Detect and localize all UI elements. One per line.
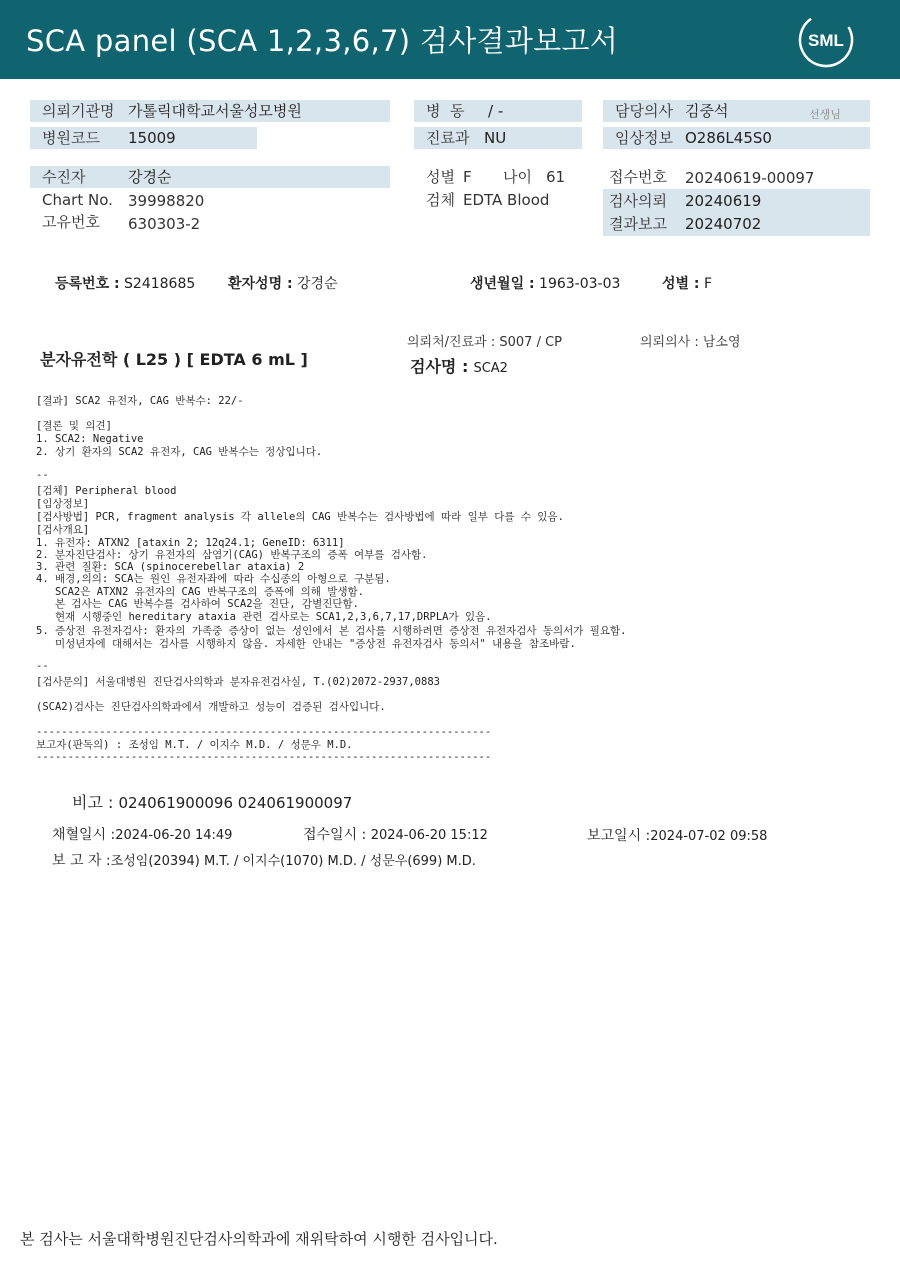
test-name-label: 검사명 : (410, 357, 469, 376)
dept-label: 진료과 (426, 129, 470, 147)
reg-no: 등록번호 : S2418685 (55, 276, 196, 292)
report-line: [검체] Peripheral blood (36, 485, 177, 497)
request-label: 검사의뢰 (609, 192, 667, 210)
patient-row (30, 166, 390, 188)
report-time: 보고일시 :2024-07-02 09:58 (587, 828, 768, 844)
ward-label: 병 동 (426, 102, 465, 120)
clinical-value: O286L45S0 (685, 129, 772, 147)
ward-value: / - (488, 102, 504, 120)
receipt-label: 접수번호 (609, 168, 667, 186)
reporter: 보 고 자 :조성임(20394) M.T. / 이지수(1070) M.D. / 성문우(699) M.D. (52, 853, 476, 869)
doctor-value: 김중석 (685, 102, 729, 120)
age-value: 61 (546, 168, 566, 186)
sml-logo (798, 12, 854, 68)
chart-value: 39998820 (128, 192, 205, 210)
report-line: 미성년자에 대해서는 검사를 시행하지 않음. 자세한 안내는 "증상전 유전자검사 동의서" 내용을 참조바람. (36, 638, 576, 650)
receive-time: 접수일시 : 2024-06-20 15:12 (303, 827, 488, 843)
ward-row (414, 100, 582, 122)
dept-row (414, 127, 582, 149)
report-header (0, 0, 900, 79)
institution-row (30, 100, 390, 122)
report-line: 본 검사는 CAG 반복수를 검사하여 SCA2을 진단, 감별진단함. (36, 598, 359, 610)
hospital-code-row (30, 127, 257, 149)
report-line: [결과] SCA2 유전자, CAG 반복수: 22/- (36, 395, 244, 407)
institution-value: 가톨릭대학교서울성모병원 (128, 102, 302, 120)
report-date-label: 결과보고 (609, 215, 667, 233)
report-line: 2. 상기 환자의 SCA2 유전자, CAG 반복수는 정상입니다. (36, 446, 323, 458)
report-line: [임상정보] (36, 498, 90, 510)
age-label: 나이 (503, 168, 532, 186)
report-line: [검사문의] 서울대병원 진단검사의학과 분자유전검사실, T.(02)2072-2937,0883 (36, 676, 440, 688)
remark: 비고 : 024061900096 024061900097 (72, 793, 353, 812)
report-line: 현재 시행중인 hereditary ataxia 관련 검사로는 SCA1,2,3,6,7,17,DRPLA가 있음. (36, 611, 492, 623)
report-date-value: 20240702 (685, 215, 762, 233)
specimen-value: EDTA Blood (463, 191, 550, 209)
report-line: ------------------------------------------------------------------------ (36, 726, 492, 738)
unique-value: 630303-2 (128, 215, 201, 233)
request-dept: 의뢰처/진료과 : S007 / CP (407, 335, 562, 350)
report-title: SCA panel (SCA 1,2,3,6,7) 검사결과보고서 (26, 24, 619, 58)
report-line: SCA2은 ATXN2 유전자의 CAG 반복구조의 증폭에 의해 발생함. (36, 586, 364, 598)
request-value: 20240619 (685, 192, 762, 210)
collect-time: 채혈일시 :2024-06-20 14:49 (52, 827, 233, 843)
section-title: 분자유전학 ( L25 ) [ EDTA 6 mL ] (40, 350, 308, 369)
request-report-block (603, 189, 870, 236)
birth-date: 생년월일 : 1963-03-03 (470, 276, 621, 292)
report-line: 보고자(판독의) : 조성임 M.T. / 이지수 M.D. / 성문우 M.D. (36, 739, 353, 751)
sex-label: 성별 (426, 168, 455, 186)
report-line: [검사개요] (36, 524, 90, 536)
report-line: 1. 유전자: ATXN2 [ataxin 2; 12q24.1; GeneID: 6311] (36, 537, 345, 549)
report-line: (SCA2)검사는 진단검사의학과에서 개발하고 성능이 검증된 검사입니다. (36, 701, 386, 713)
report-line: 2. 분자진단검사: 상기 유전자의 삼염기(CAG) 반복구조의 증폭 여부를 검사함. (36, 549, 428, 561)
institution-label: 의뢰기관명 (42, 102, 115, 120)
sex-value: F (463, 168, 472, 186)
svg-text:SML: SML (808, 31, 844, 50)
report-line: 1. SCA2: Negative (36, 433, 144, 445)
report-line: 3. 관련 질환: SCA (spinocerebellar ataxia) 2 (36, 561, 305, 573)
clinical-label: 임상정보 (615, 129, 673, 147)
doctor-label: 담당의사 (615, 102, 673, 120)
report-line: 5. 증상전 유전자검사: 환자의 가족중 증상이 없는 성인에서 본 검사를 시행하려면 증상전 유전자검사 동의서가 필요함. (36, 625, 627, 637)
report-line: 4. 배경,의의: SCA는 원인 유전자좌에 따라 수십종의 아형으로 구분됨. (36, 573, 391, 585)
doctor-suffix: 선생님 (809, 108, 841, 121)
receipt-value: 20240619-00097 (685, 169, 815, 187)
unique-label: 고유번호 (42, 213, 100, 231)
patient-sex: 성별 : F (662, 276, 713, 292)
dept-value: NU (484, 129, 507, 147)
hospital-code-value: 15009 (128, 129, 176, 147)
chart-label: Chart No. (42, 191, 113, 209)
report-line: [검사방법] PCR, fragment analysis 각 allele의 CAG 반복수는 검사방법에 따라 일부 다를 수 있음. (36, 511, 564, 523)
doctor-row (603, 100, 870, 122)
hospital-code-label: 병원코드 (42, 129, 100, 147)
patient-name: 환자성명 : 강경순 (228, 276, 338, 292)
patient-label: 수진자 (42, 168, 86, 186)
clinical-row (603, 127, 870, 149)
footer-note: 본 검사는 서울대학병원진단검사의학과에 재위탁하여 시행한 검사입니다. (20, 1230, 498, 1248)
specimen-label: 검체 (426, 191, 455, 209)
test-name-value: SCA2 (473, 361, 508, 376)
report-line: -- (36, 469, 49, 481)
report-line: -- (36, 660, 49, 672)
report-line: [결론 및 의견] (36, 420, 113, 432)
request-doctor: 의뢰의사 : 남소영 (640, 335, 741, 350)
patient-value: 강경순 (128, 168, 172, 186)
test-name (410, 354, 508, 377)
report-line: ------------------------------------------------------------------------ (36, 751, 492, 763)
